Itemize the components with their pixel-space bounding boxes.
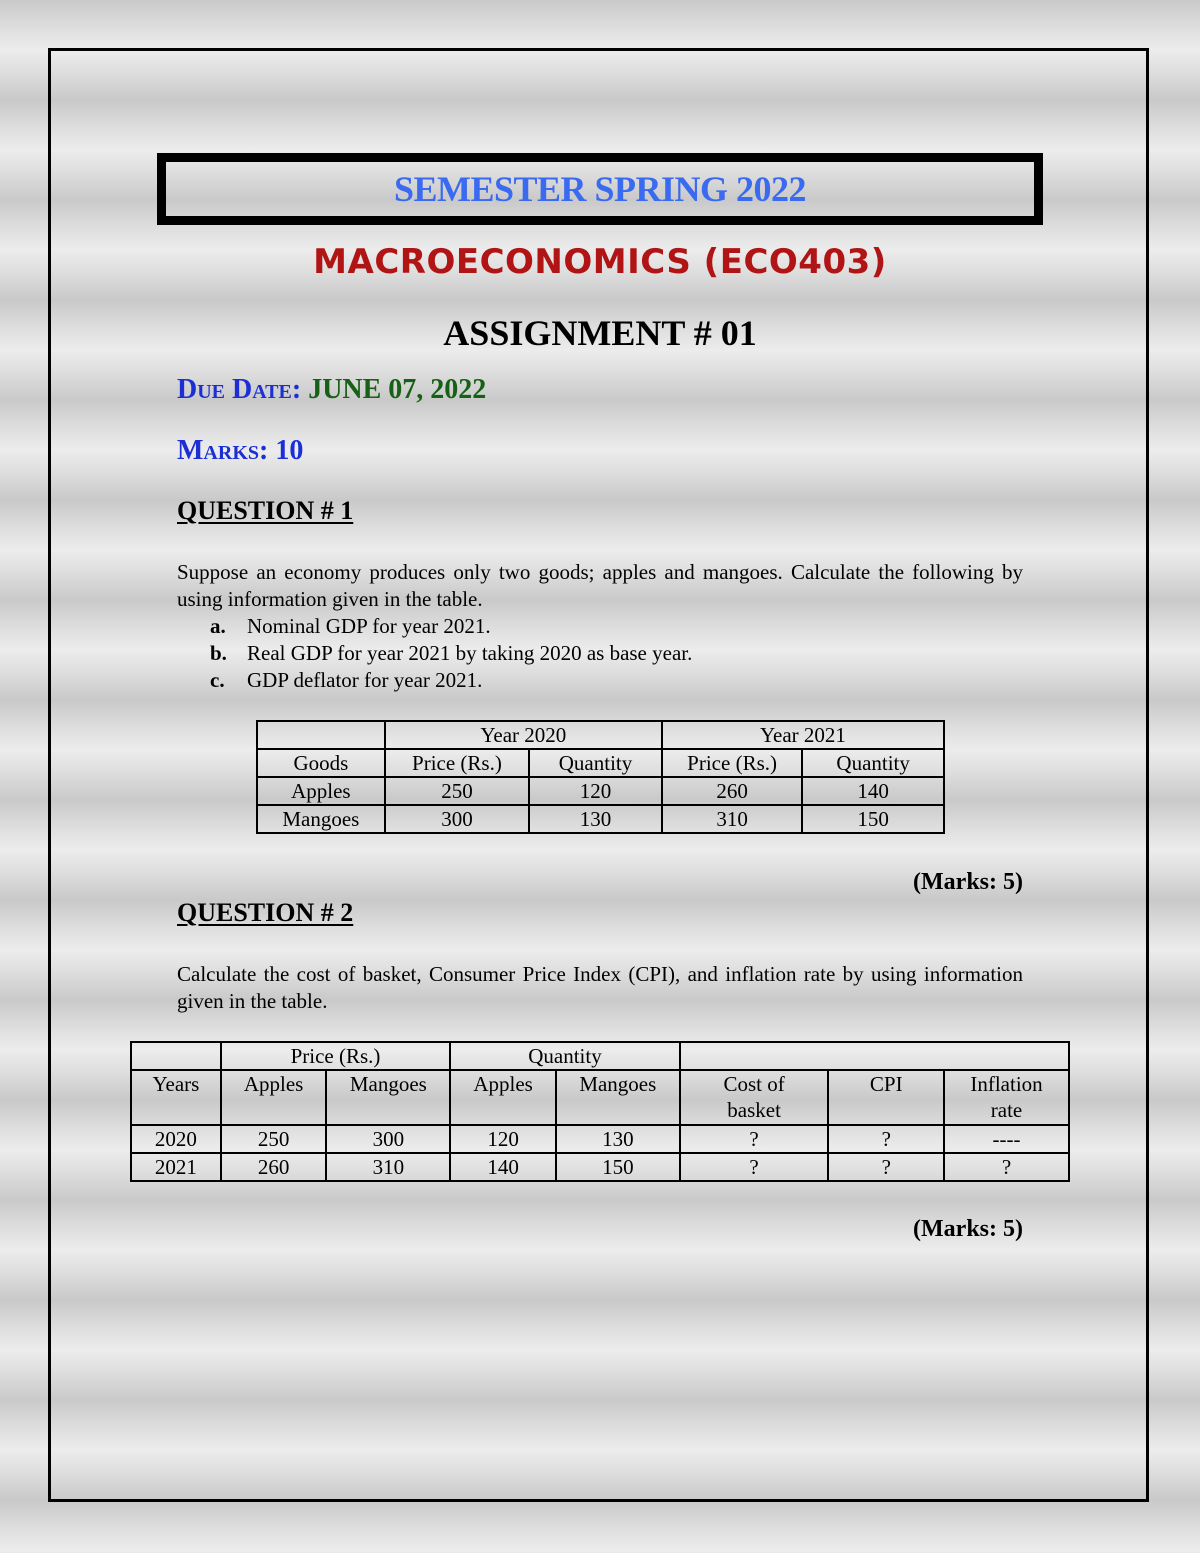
- table-cell: 2021: [131, 1153, 221, 1181]
- question-2-heading: QUESTION # 2: [177, 898, 354, 927]
- table-header-cell: Mangoes: [326, 1070, 450, 1125]
- table-header-cell: Mangoes: [556, 1070, 680, 1125]
- list-item: [210, 613, 692, 640]
- table-group-header-row: [257, 721, 944, 749]
- question-2-text: Calculate the cost of basket, Consumer Price Index (CPI), and inflation rate by using information given in the table.: [177, 962, 1023, 1013]
- part-letter: b.: [210, 641, 227, 665]
- table-header-cell: Apples: [450, 1070, 556, 1125]
- table-header-cell: Quantity: [529, 749, 662, 777]
- table-cell: ?: [828, 1153, 944, 1181]
- table-cell: 310: [662, 805, 802, 833]
- course-title: MACROECONOMICS (ECO403): [313, 242, 887, 282]
- semester-title: SEMESTER SPRING 2022: [393, 169, 807, 209]
- question-1-heading: QUESTION # 1: [177, 496, 354, 525]
- table-header-cell: Years: [131, 1070, 221, 1125]
- table-header-cell: Inflation rate: [944, 1070, 1069, 1125]
- total-marks-line: [177, 435, 303, 467]
- table-header-cell: Apples: [221, 1070, 327, 1125]
- table-cell: 260: [221, 1153, 327, 1181]
- table-cell: 300: [326, 1125, 450, 1153]
- total-marks-label: Marks:: [177, 435, 269, 466]
- table-cell: Mangoes: [257, 805, 385, 833]
- table-row: [131, 1125, 1069, 1153]
- table-header-cell: Price (Rs.): [221, 1042, 450, 1070]
- table-cell: 260: [662, 777, 802, 805]
- table-cell: 150: [556, 1153, 680, 1181]
- part-letter: c.: [210, 668, 225, 692]
- table-cell: 2020: [131, 1125, 221, 1153]
- table-cell: ----: [944, 1125, 1069, 1153]
- table-cell: 250: [221, 1125, 327, 1153]
- part-letter: a.: [210, 614, 226, 638]
- table-header-cell: Year 2021: [662, 721, 944, 749]
- total-marks-value: 10: [275, 435, 304, 466]
- table-header-row: [131, 1070, 1069, 1125]
- table-cell: ?: [828, 1125, 944, 1153]
- table-cell: 120: [529, 777, 662, 805]
- question-1-text: Suppose an economy produces only two goods; apples and mangoes. Calculate the following by using information given in the table.: [177, 560, 1023, 611]
- table-header-cell: Price (Rs.): [662, 749, 802, 777]
- table-header-cell: Quantity: [802, 749, 944, 777]
- table-cell: 140: [802, 777, 944, 805]
- cpi-table: [130, 1041, 1070, 1182]
- list-item: [210, 640, 692, 667]
- table-cell: 250: [385, 777, 529, 805]
- question-1-parts: [210, 613, 692, 694]
- table-cell: 120: [450, 1125, 556, 1153]
- assignment-title: ASSIGNMENT # 01: [443, 313, 757, 353]
- table-header-cell: CPI: [828, 1070, 944, 1125]
- part-text: GDP deflator for year 2021.: [247, 668, 483, 692]
- due-date-label: Due Date:: [177, 374, 302, 405]
- question-2-marks: (Marks: 5): [913, 1216, 1023, 1242]
- table-row: [257, 805, 944, 833]
- part-text: Nominal GDP for year 2021.: [247, 614, 491, 638]
- table-cell: 130: [556, 1125, 680, 1153]
- semester-banner: [157, 153, 1043, 225]
- table-header-cell: [257, 721, 385, 749]
- question-1-marks: (Marks: 5): [913, 869, 1023, 895]
- table-header-cell: Quantity: [450, 1042, 679, 1070]
- part-text: Real GDP for year 2021 by taking 2020 as base year.: [247, 641, 693, 665]
- table-cell: 130: [529, 805, 662, 833]
- table-cell: 300: [385, 805, 529, 833]
- table-cell: Apples: [257, 777, 385, 805]
- table-header-cell: Goods: [257, 749, 385, 777]
- table-header-cell: Year 2020: [385, 721, 662, 749]
- table-group-header-row: [131, 1042, 1069, 1070]
- table-cell: 150: [802, 805, 944, 833]
- table-header-cell: Cost of basket: [680, 1070, 829, 1125]
- table-cell: ?: [680, 1153, 829, 1181]
- table-cell: 310: [326, 1153, 450, 1181]
- table-cell: ?: [944, 1153, 1069, 1181]
- list-item: [210, 667, 692, 694]
- gdp-table: [256, 720, 945, 834]
- table-row: [131, 1153, 1069, 1181]
- table-header-cell: Price (Rs.): [385, 749, 529, 777]
- due-date-line: [177, 374, 486, 406]
- table-header-row: [257, 749, 944, 777]
- table-row: [257, 777, 944, 805]
- table-cell: ?: [680, 1125, 829, 1153]
- due-date-value: JUNE 07, 2022: [308, 374, 487, 405]
- table-cell: 140: [450, 1153, 556, 1181]
- table-header-cell: [131, 1042, 221, 1070]
- table-header-cell: [680, 1042, 1069, 1070]
